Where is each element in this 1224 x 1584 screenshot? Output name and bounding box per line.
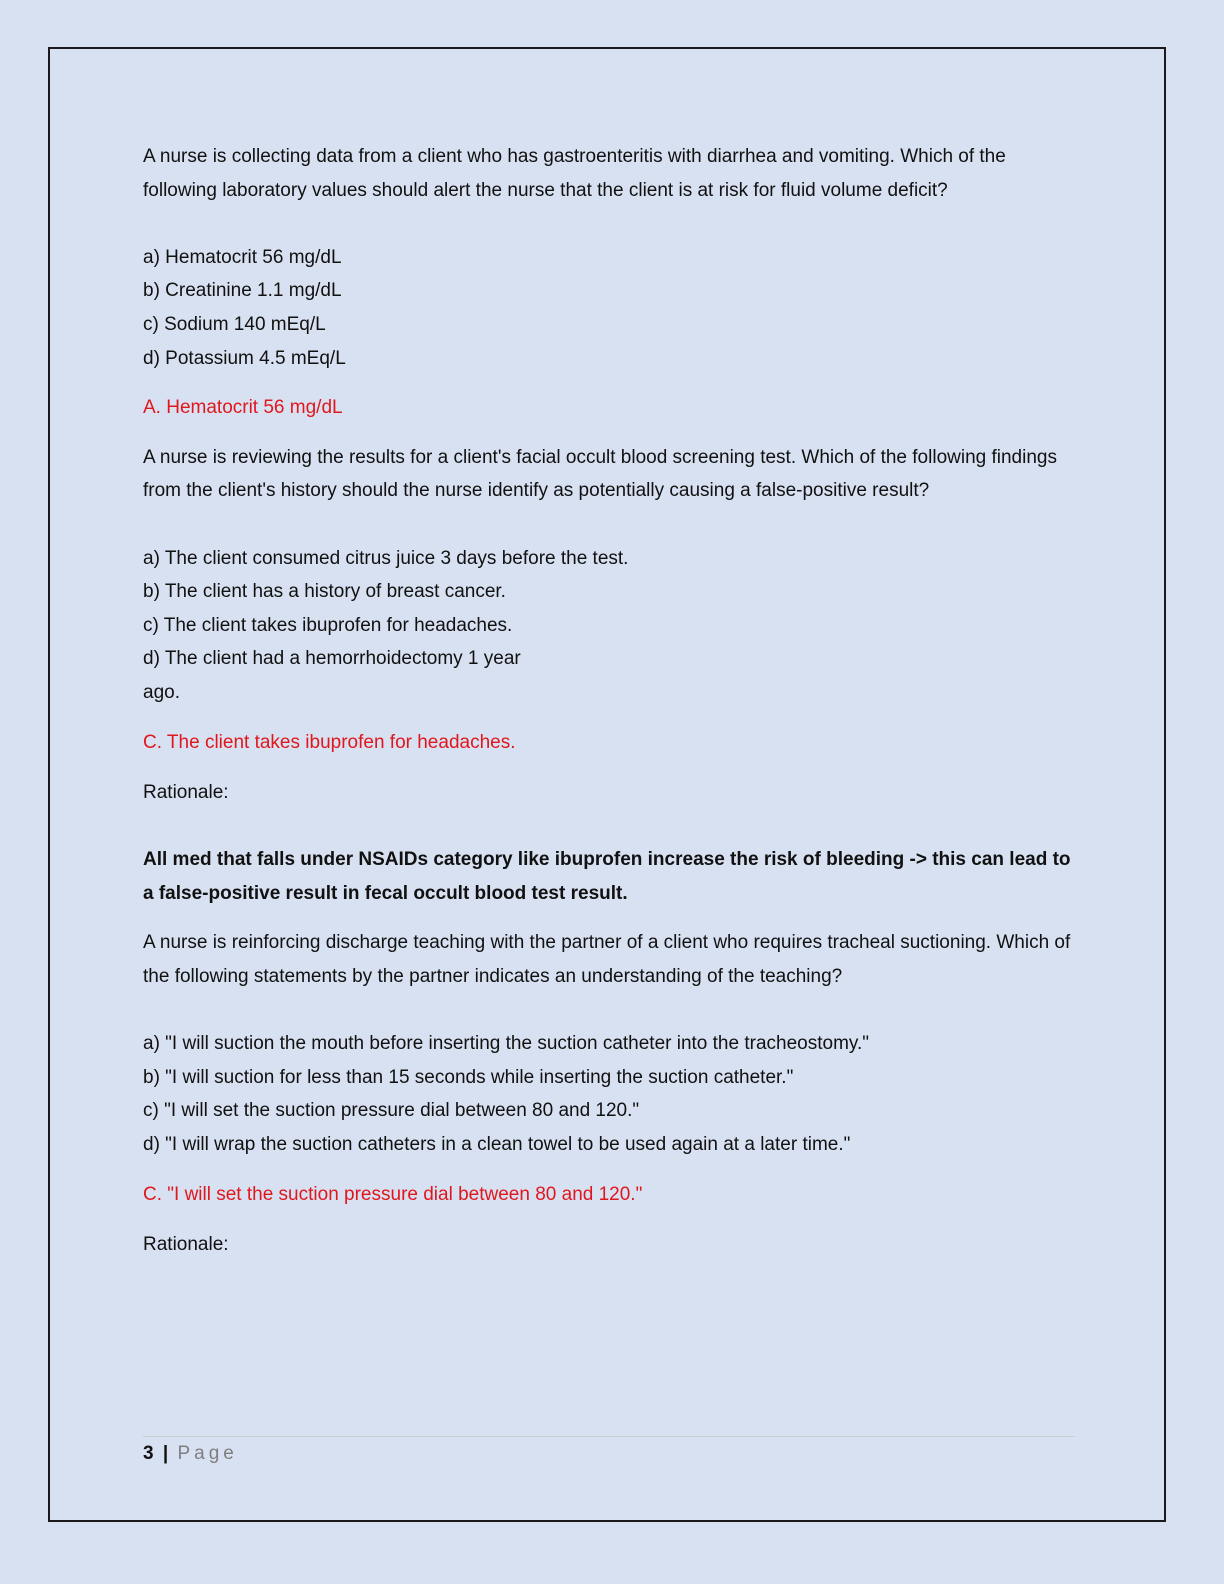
page-number: 3 [143, 1443, 154, 1464]
question-3-stem: A nurse is reinforcing discharge teaching with the partner of a client who requires tracheal suctioning. Which of the following statements by the partner indicates an understanding of the teaching? [143, 932, 1071, 988]
question-2-stem: A nurse is reviewing the results for a client's facial occult blood screening test. Which of the following findings from the client's history should the nurse identify as potentially causing a false-positive result? [143, 446, 1057, 502]
document-body [143, 140, 1078, 1295]
question-2-option-c: c) The client takes ibuprofen for headaches. [143, 614, 513, 636]
question-2-rationale: All med that falls under NSAIDs category like ibuprofen increase the risk of bleeding -> this can lead to a false-positive result in fecal occult blood test result. [143, 849, 1071, 904]
page-label: Page [177, 1443, 238, 1464]
question-3-option-a: a) "I will suction the mouth before inserting the suction catheter into the tracheostomy." [143, 1033, 870, 1055]
question-3-option-c: c) "I will set the suction pressure dial between 80 and 120." [143, 1100, 640, 1122]
question-2-option-d-continued: ago. [143, 681, 180, 703]
question-3-option-d: d) "I will wrap the suction catheters in a clean towel to be used again at a later time." [143, 1134, 851, 1156]
question-3-answer: C. "I will set the suction pressure dial between 80 and 120." [143, 1183, 643, 1205]
question-2-option-b: b) The client has a history of breast cancer. [143, 581, 506, 603]
question-2-rationale-label: Rationale: [143, 782, 229, 804]
question-3-option-b: b) "I will suction for less than 15 seconds while inserting the suction catheter." [143, 1066, 794, 1088]
question-1-answer: A. Hematocrit 56 mg/dL [143, 397, 343, 419]
question-1-option-a: a) Hematocrit 56 mg/dL [143, 246, 342, 268]
footer-separator: | [162, 1443, 169, 1464]
question-1-option-b: b) Creatinine 1.1 mg/dL [143, 280, 342, 302]
page-footer [143, 1436, 1075, 1469]
question-3-rationale-label: Rationale: [143, 1234, 229, 1256]
question-2-answer: C. The client takes ibuprofen for headaches. [143, 731, 516, 753]
question-2-option-d: d) The client had a hemorrhoidectomy 1 year [143, 648, 521, 670]
question-2-option-a: a) The client consumed citrus juice 3 days before the test. [143, 547, 629, 569]
question-1-stem: A nurse is collecting data from a client who has gastroenteritis with diarrhea and vomiting. Which of the following laboratory values should alert the nurse that the client is at risk for fluid volume deficit? [143, 146, 1006, 201]
question-1-option-c: c) Sodium 140 mEq/L [143, 313, 326, 335]
question-1-option-d: d) Potassium 4.5 mEq/L [143, 347, 346, 369]
